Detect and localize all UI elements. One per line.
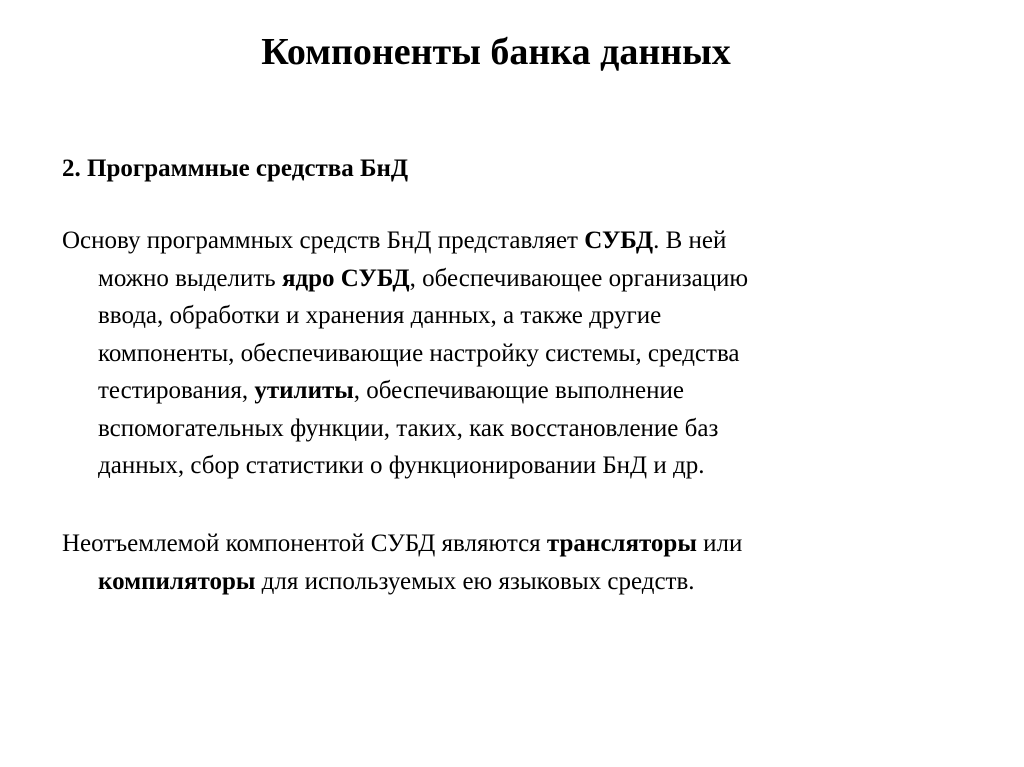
bold-term-dbms-kernel: ядро СУБД <box>281 264 410 292</box>
text-run: тестирования, <box>98 377 255 404</box>
paragraph-software-basis <box>62 222 942 485</box>
paragraph-line <box>62 222 942 260</box>
text-run: . В ней <box>653 227 727 254</box>
text-run: , обеспечивающее организацию <box>409 264 749 292</box>
bold-term-dbms: СУБД <box>584 227 654 254</box>
paragraph-line <box>62 260 942 298</box>
paragraph-line: данных, сбор статистики о функционировании БнД и др. <box>98 452 705 479</box>
paragraph-line <box>62 525 942 563</box>
text-run: Неотъемлемой компонентой СУБД являются <box>62 530 547 557</box>
bold-term-utilities: утилиты <box>254 377 354 404</box>
text-run: для используемых ею языковых средств. <box>255 567 695 595</box>
paragraph-translators <box>62 525 942 600</box>
paragraph-line: вспомогательных функции, таких, как восстановление баз <box>98 414 719 442</box>
text-run: можно выделить <box>98 264 282 292</box>
section-heading: 2. Программные средства БнД <box>62 155 409 182</box>
slide-title: Компоненты банка данных <box>261 31 731 73</box>
text-run: , обеспечивающие выполнение <box>353 377 684 404</box>
text-run: или <box>696 530 743 557</box>
text-run: Основу программных средств БнД представляет <box>62 227 585 254</box>
paragraph-line: ввода, обработки и хранения данных, а также другие <box>98 302 662 329</box>
paragraph-line <box>62 372 942 410</box>
bold-term-compilers: компиляторы <box>98 567 256 595</box>
paragraph-line <box>62 563 942 601</box>
paragraph-line: компоненты, обеспечивающие настройку системы, средства <box>98 339 740 367</box>
bold-term-translators: трансляторы <box>546 530 697 557</box>
